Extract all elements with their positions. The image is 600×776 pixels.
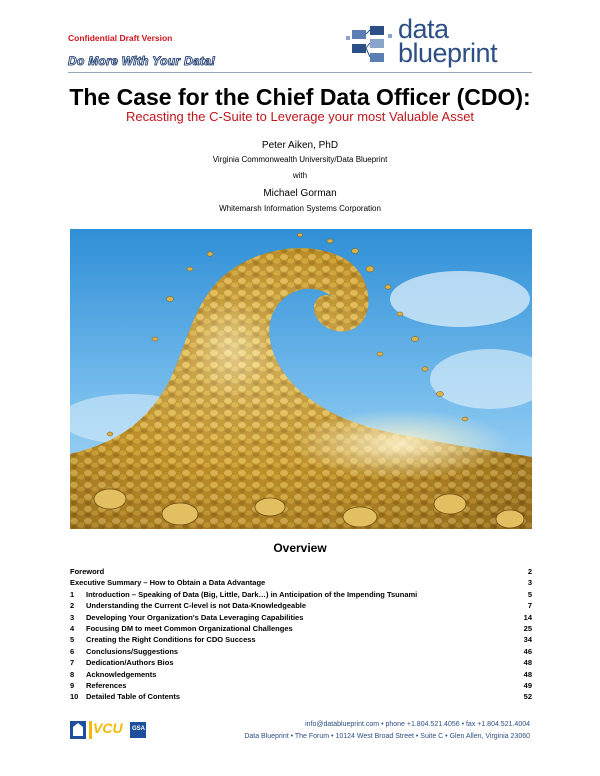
toc-page-number: 5 (527, 589, 532, 599)
toc-page-number: 48 (523, 669, 532, 679)
toc-row[interactable] (70, 577, 532, 588)
author-1-affiliation: Virginia Commonwealth University/Data Blueprint (212, 155, 388, 164)
toc-title: Foreword (70, 567, 105, 576)
toc-number: 2 (70, 601, 75, 611)
toc-page-number: 7 (527, 601, 532, 611)
toc-title: Dedication/Authors Bios (86, 658, 174, 668)
toc-row[interactable] (70, 566, 532, 577)
overview-heading: Overview (273, 541, 327, 555)
toc-title: Detailed Table of Contents (86, 692, 181, 702)
with-label: with (292, 171, 308, 180)
toc-row[interactable] (70, 657, 532, 668)
toc-page-number: 34 (523, 635, 532, 645)
toc-page-number: 3 (527, 578, 532, 588)
toc-title: Understanding the Current C-level is not Data-Knowledgeable (86, 601, 307, 611)
toc-number: 5 (70, 635, 75, 645)
toc-row[interactable] (70, 680, 532, 691)
toc-number: 7 (70, 658, 75, 668)
toc-page-number: 14 (523, 612, 532, 622)
toc-row[interactable] (70, 623, 532, 634)
gsa-logo: GSA (132, 726, 146, 732)
logo-word-blueprint: blueprint (398, 38, 498, 68)
toc-row[interactable] (70, 691, 532, 702)
toc-page-number: 49 (523, 680, 532, 690)
toc-page-number: 48 (523, 658, 532, 668)
toc-title: Acknowledgements (86, 669, 157, 679)
toc-number: 4 (70, 623, 75, 633)
toc-row[interactable] (70, 634, 532, 645)
toc-number: 1 (70, 589, 75, 599)
toc-title: Developing Your Organization's Data Leveraging Capabilities (86, 612, 304, 622)
toc-page-number: 2 (527, 567, 532, 576)
document-subtitle: Recasting the C-Suite to Leverage your most Valuable Asset (125, 109, 475, 124)
author-1-name: Peter Aiken, PhD (261, 140, 339, 151)
toc-number: 8 (70, 669, 75, 679)
toc-row[interactable] (70, 589, 532, 600)
toc-title: Focusing DM to meet Common Organizational Challenges (86, 623, 293, 633)
toc-number: 3 (70, 612, 75, 622)
toc-page-number: 52 (523, 692, 532, 702)
toc-row[interactable] (70, 600, 532, 611)
toc-number: 10 (70, 692, 79, 702)
table-of-contents (70, 566, 532, 703)
footer-contact: info@datablueprint.com • phone +1.804.521.4056 • fax +1.804.521.4004 (305, 721, 530, 728)
gold-coin-wave-image (70, 229, 532, 529)
footer-address: Data Blueprint • The Forum • 10124 West Broad Street • Suite C • Glen Allen, Virginia 23060 (244, 733, 530, 740)
toc-row[interactable] (70, 612, 532, 623)
toc-title: Introduction – Speaking of Data (Big, Little, Dark…) in Anticipation of the Impending Tsunami (86, 589, 418, 599)
toc-title: Executive Summary – How to Obtain a Data Advantage (70, 578, 266, 588)
tagline: Do More With Your Data! (68, 54, 216, 68)
toc-page-number: 25 (523, 623, 532, 633)
vcu-logo: VCU (93, 720, 123, 736)
toc-row[interactable] (70, 646, 532, 657)
author-2-name: Michael Gorman (263, 188, 337, 199)
document-title: The Case for the Chief Data Officer (CDO): (69, 84, 531, 110)
logo-word-data: data (398, 14, 449, 44)
toc-number: 9 (70, 680, 75, 690)
toc-title: Conclusions/Suggestions (86, 646, 179, 656)
header-divider (68, 72, 532, 73)
footer-partner-logos-icon (70, 719, 190, 741)
confidential-label: Confidential Draft Version (68, 33, 173, 43)
toc-row[interactable] (70, 669, 532, 680)
author-2-affiliation: Whitemarsh Information Systems Corporation (219, 204, 381, 213)
toc-number: 6 (70, 646, 75, 656)
toc-title: Creating the Right Conditions for CDO Success (86, 635, 256, 645)
toc-title: References (86, 680, 127, 690)
toc-page-number: 46 (523, 646, 532, 656)
